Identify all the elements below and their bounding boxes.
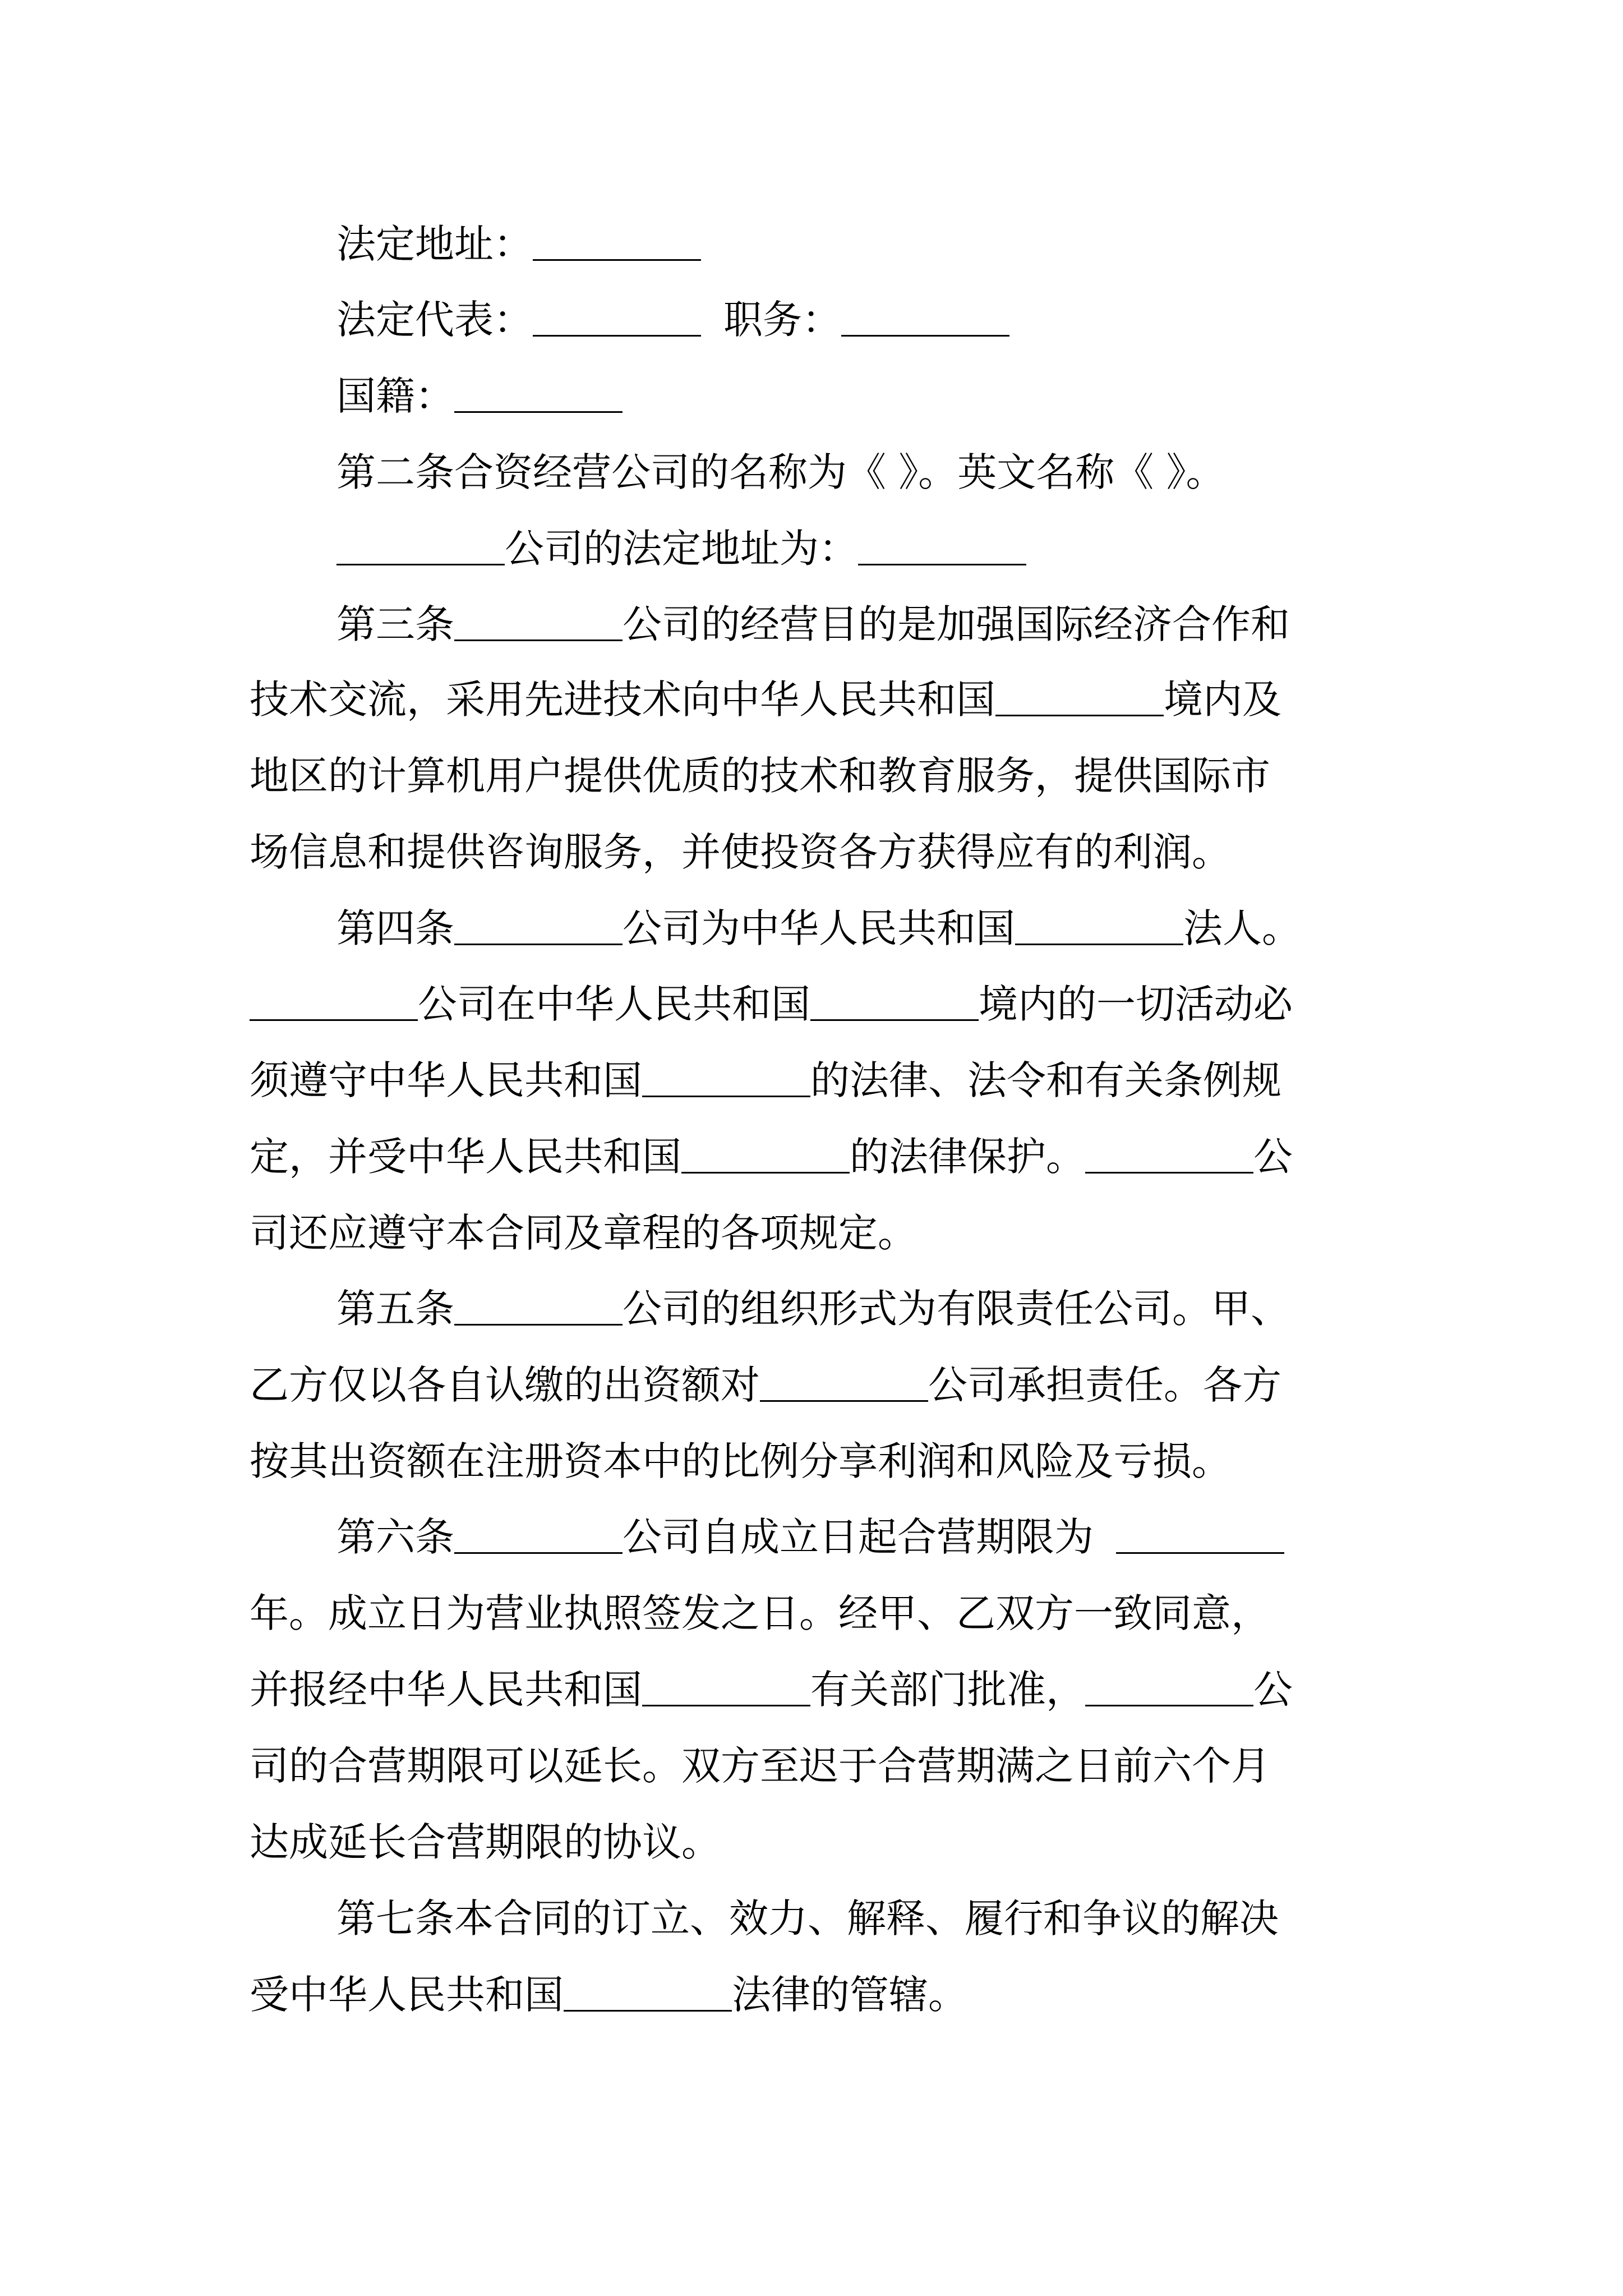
blank [564, 1976, 732, 2012]
article5-heading: 第五条 [336, 1286, 454, 1332]
blank [454, 1290, 623, 1326]
address-blank [533, 226, 701, 261]
article6-l3-mid: 有关部门批准， [810, 1667, 1085, 1713]
article4-l3-end: 的法律、法令和有关条例规 [810, 1057, 1281, 1103]
article4-l1-end: 法人。 [1183, 905, 1301, 951]
article7-l2-end: 法律的管辖。 [732, 1972, 967, 2018]
article6-line3 [250, 1666, 1293, 1713]
article5-l2-end: 公司承担责任。各方 [928, 1362, 1281, 1408]
article2-line2 [336, 525, 1026, 572]
article4-l2-text: 公司在中华人民共和国 [418, 981, 810, 1027]
article4-line3 [250, 1057, 1281, 1104]
blank [454, 606, 623, 641]
representative-label: 法定代表： [336, 297, 533, 343]
article4-l2-end: 境内的一切活动必 [979, 981, 1293, 1027]
nationality-line [336, 372, 623, 420]
article7-line2 [250, 1971, 967, 2018]
blank [642, 1062, 810, 1097]
term-years-blank [1116, 1519, 1284, 1554]
blank [1085, 1671, 1253, 1706]
article7-l2-text: 受中华人民共和国 [250, 1972, 564, 2018]
article6-heading: 第六条 [336, 1514, 454, 1560]
article3-l2-end: 境内及 [1164, 677, 1281, 723]
article6-l3-end: 公 [1253, 1667, 1293, 1713]
article3-heading: 第三条 [336, 601, 454, 647]
article6-line5: 达成延长合营期限的协议。 [250, 1819, 721, 1865]
article5-line2 [250, 1361, 1281, 1409]
article4-l4-end: 公 [1253, 1134, 1293, 1180]
blank [810, 986, 979, 1021]
article5-l2-text: 乙方仅以各自认缴的出资额对 [250, 1362, 760, 1408]
address-label: 法定地址： [336, 221, 533, 267]
article6-l3-text: 并报经中华人民共和国 [250, 1667, 642, 1713]
article7-line1: 第七条本合同的订立、效力、解释、履行和争议的解决 [336, 1895, 1279, 1941]
article2-line2-text: 公司的法定地址为： [505, 526, 858, 572]
blank [1085, 1138, 1253, 1174]
representative-line [336, 296, 1009, 343]
blank [454, 1519, 623, 1554]
article4-line5: 司还应遵守本合同及章程的各项规定。 [250, 1210, 917, 1256]
article4-line2 [250, 981, 1293, 1028]
blank [642, 1671, 810, 1706]
position-blank [841, 301, 1009, 337]
article3-line2 [250, 676, 1281, 723]
address-line [336, 220, 701, 268]
article6-l1-text: 公司自成立日起合营期限为 [623, 1514, 1094, 1560]
blank [760, 1366, 928, 1402]
article3-line4: 场信息和提供咨询服务，并使投资各方获得应有的利润。 [250, 829, 1231, 875]
position-label: 职务： [723, 297, 841, 343]
article4-line1 [336, 905, 1301, 952]
nationality-blank [454, 378, 623, 413]
blank [454, 910, 623, 945]
article3-l1-text: 公司的经营目的是加强国际经济合作和 [623, 601, 1290, 647]
article3-line1 [336, 601, 1290, 648]
article5-line3: 按其出资额在注册资本中的比例分享利润和风险及亏损。 [250, 1438, 1231, 1484]
nationality-label: 国籍： [336, 373, 454, 419]
article4-line4 [250, 1133, 1293, 1180]
article4-heading: 第四条 [336, 905, 454, 951]
blank [1015, 910, 1183, 945]
company-name-blank [336, 530, 505, 565]
article5-line1 [336, 1285, 1290, 1332]
article2-line1: 第二条合资经营公司的名称为《 》。英文名称《 》。 [336, 449, 1225, 495]
article4-l4-text: 定，并受中华人民共和国 [250, 1134, 681, 1180]
article4-l1-text: 公司为中华人民共和国 [623, 905, 1015, 951]
blank [995, 681, 1164, 716]
article6-line4: 司的合营期限可以延长。双方至迟于合营期满之日前六个月 [250, 1743, 1270, 1789]
article5-l1-text: 公司的组织形式为有限责任公司。甲、 [623, 1286, 1290, 1332]
article4-l3-text: 须遵守中华人民共和国 [250, 1057, 642, 1103]
article6-line2: 年。成立日为营业执照签发之日。经甲、乙双方一致同意， [250, 1590, 1270, 1636]
article6-line1 [336, 1513, 1284, 1561]
blank [250, 986, 418, 1021]
article3-line3: 地区的计算机用户提供优质的技术和教育服务，提供国际市 [250, 753, 1270, 799]
company-address-blank [858, 530, 1026, 565]
article3-l2-text: 技术交流，采用先进技术向中华人民共和国 [250, 677, 995, 723]
article4-l4-mid: 的法律保护。 [850, 1134, 1085, 1180]
blank [681, 1138, 850, 1174]
representative-blank [533, 301, 701, 337]
